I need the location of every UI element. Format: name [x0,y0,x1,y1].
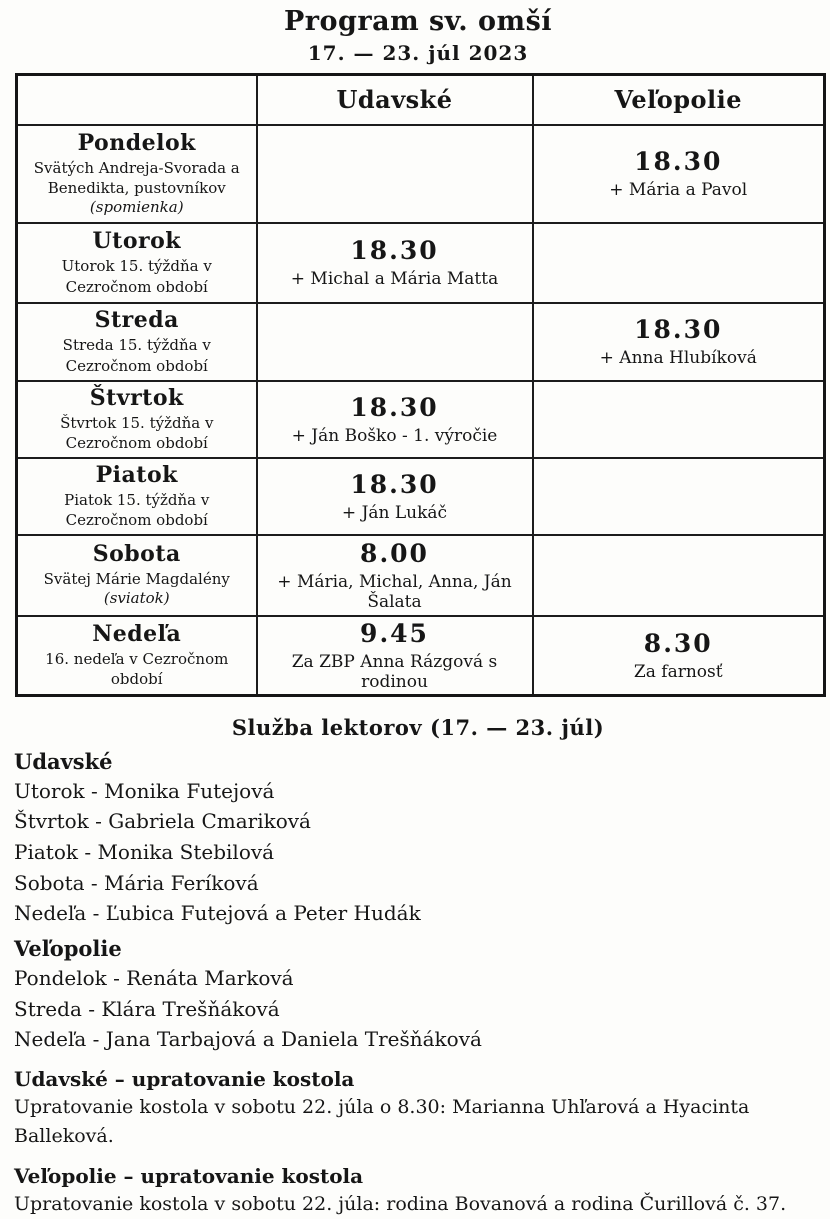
day-name: Utorok [92,228,182,255]
cleaning-velopolie-text: Upratovanie kostola v sobotu 22. júla: rodina Bovanová a rodina Čurillová č. 37. [14,1192,787,1215]
cleaning-udavske-heading: Udavské – upratovanie kostola [14,1066,355,1091]
lectors-velopolie-heading: Veľopolie [14,935,122,961]
mass-time: 18.30 [350,469,439,499]
mass-intention: + Mária a Pavol [609,180,748,200]
mass-schedule-table [15,73,826,697]
page-title: Program sv. omší [283,6,553,37]
udavske-cell [257,381,533,458]
lector-entry: Streda - Klára Trešňáková [14,996,280,1021]
day-name: Piatok [95,461,178,488]
column-header-velopolie: Veľopolie [533,75,825,125]
mass-time: 18.30 [350,392,439,422]
day-description: Štvrtok 15. týždňa v Cezročnom období [60,413,214,452]
day-description: 16. nedeľa v Cezročnom období [45,649,229,688]
lectors-udavske-heading: Udavské [14,748,113,774]
day-note: (spomienka) [89,198,184,216]
table-row-streda [17,303,825,381]
day-description: Piatok 15. týždňa v Cezročnom období [64,490,210,529]
day-description: Svätej Márie Magdalény [43,570,230,589]
velopolie-cell [533,381,825,458]
udavske-cell [257,223,533,303]
column-header-day [17,75,257,125]
udavske-cell [257,535,533,616]
cleaning-udavske-text: Upratovanie kostola v sobotu 22. júla o 8.30: Marianna Uhľarová a Hyacinta Balleková. [14,1095,750,1148]
udavske-cell [257,458,533,535]
udavske-cell [257,125,533,223]
lector-entry: Utorok - Monika Futejová [14,778,275,803]
lectors-velopolie-section [14,935,822,1055]
cleaning-udavske-section [14,1065,822,1152]
mass-time: 18.30 [350,236,439,265]
day-name: Sobota [92,541,181,568]
cleaning-velopolie-section [14,1162,822,1219]
velopolie-cell [533,458,825,535]
mass-intention: Za farnosť [633,661,723,682]
lectors-udavske-section [14,748,822,929]
lector-entry: Nedeľa - Ľubica Futejová a Peter Hudák [14,901,421,926]
mass-time: 8.00 [360,538,429,568]
velopolie-cell [533,223,825,303]
table-row-piatok [17,458,825,535]
lector-entry: Piatok - Monika Stebilová [14,840,275,865]
day-description: Utorok 15. týždňa v Cezročnom období [61,257,212,296]
mass-intention: Za ZBP Anna Rázgová s rodinou [291,651,498,692]
table-row-sobota [17,535,825,616]
day-cell [17,223,257,303]
mass-intention: + Anna Hlubíková [599,348,757,368]
day-cell [17,125,257,223]
velopolie-cell [533,303,825,381]
lector-entry: Sobota - Mária Feríková [14,870,259,895]
lector-entry: Štvrtok - Gabriela Cmariková [14,809,311,834]
day-name: Nedeľa [92,620,182,647]
day-cell [17,535,257,616]
table-row-nedela [17,616,825,696]
mass-time: 8.30 [643,628,713,658]
velopolie-cell [533,535,825,616]
table-row-utorok [17,223,825,303]
mass-intention: + Ján Lukáč [341,502,448,523]
header-row [17,75,825,125]
column-header-udavske: Udavské [257,75,533,125]
mass-intention: + Michal a Mária Matta [290,269,499,289]
lectors-section-title: Služba lektorov (17. — 23. júl) [231,714,605,740]
velopolie-cell [533,125,825,223]
day-description: Streda 15. týždňa v Cezročnom období [62,336,211,375]
day-cell [17,616,257,696]
day-name: Streda [94,307,179,334]
udavske-cell [257,616,533,696]
day-name: Pondelok [77,129,196,156]
day-note: (sviatok) [103,589,170,608]
day-cell [17,303,257,381]
date-range: 17. — 23. júl 2023 [307,41,529,65]
velopolie-cell [533,616,825,696]
table-row-stvrtok [17,381,825,458]
mass-time: 18.30 [634,315,723,344]
day-cell [17,458,257,535]
lector-entry: Pondelok - Renáta Marková [14,966,294,991]
mass-intention: + Mária, Michal, Anna, Ján Šalata [277,571,512,612]
table-row-pondelok [17,125,825,223]
mass-time: 18.30 [634,147,723,176]
mass-intention: + Ján Boško - 1. výročie [291,425,498,446]
udavske-cell [257,303,533,381]
cleaning-velopolie-heading: Veľopolie – upratovanie kostola [14,1163,364,1188]
day-description: Svätých Andreja-Svorada a Benedikta, pustovníkov [33,158,240,197]
day-cell [17,381,257,458]
lector-entry: Nedeľa - Jana Tarbajová a Daniela Trešňáková [14,1027,482,1052]
day-name: Štvrtok [89,384,184,411]
mass-time: 9.45 [360,618,429,648]
